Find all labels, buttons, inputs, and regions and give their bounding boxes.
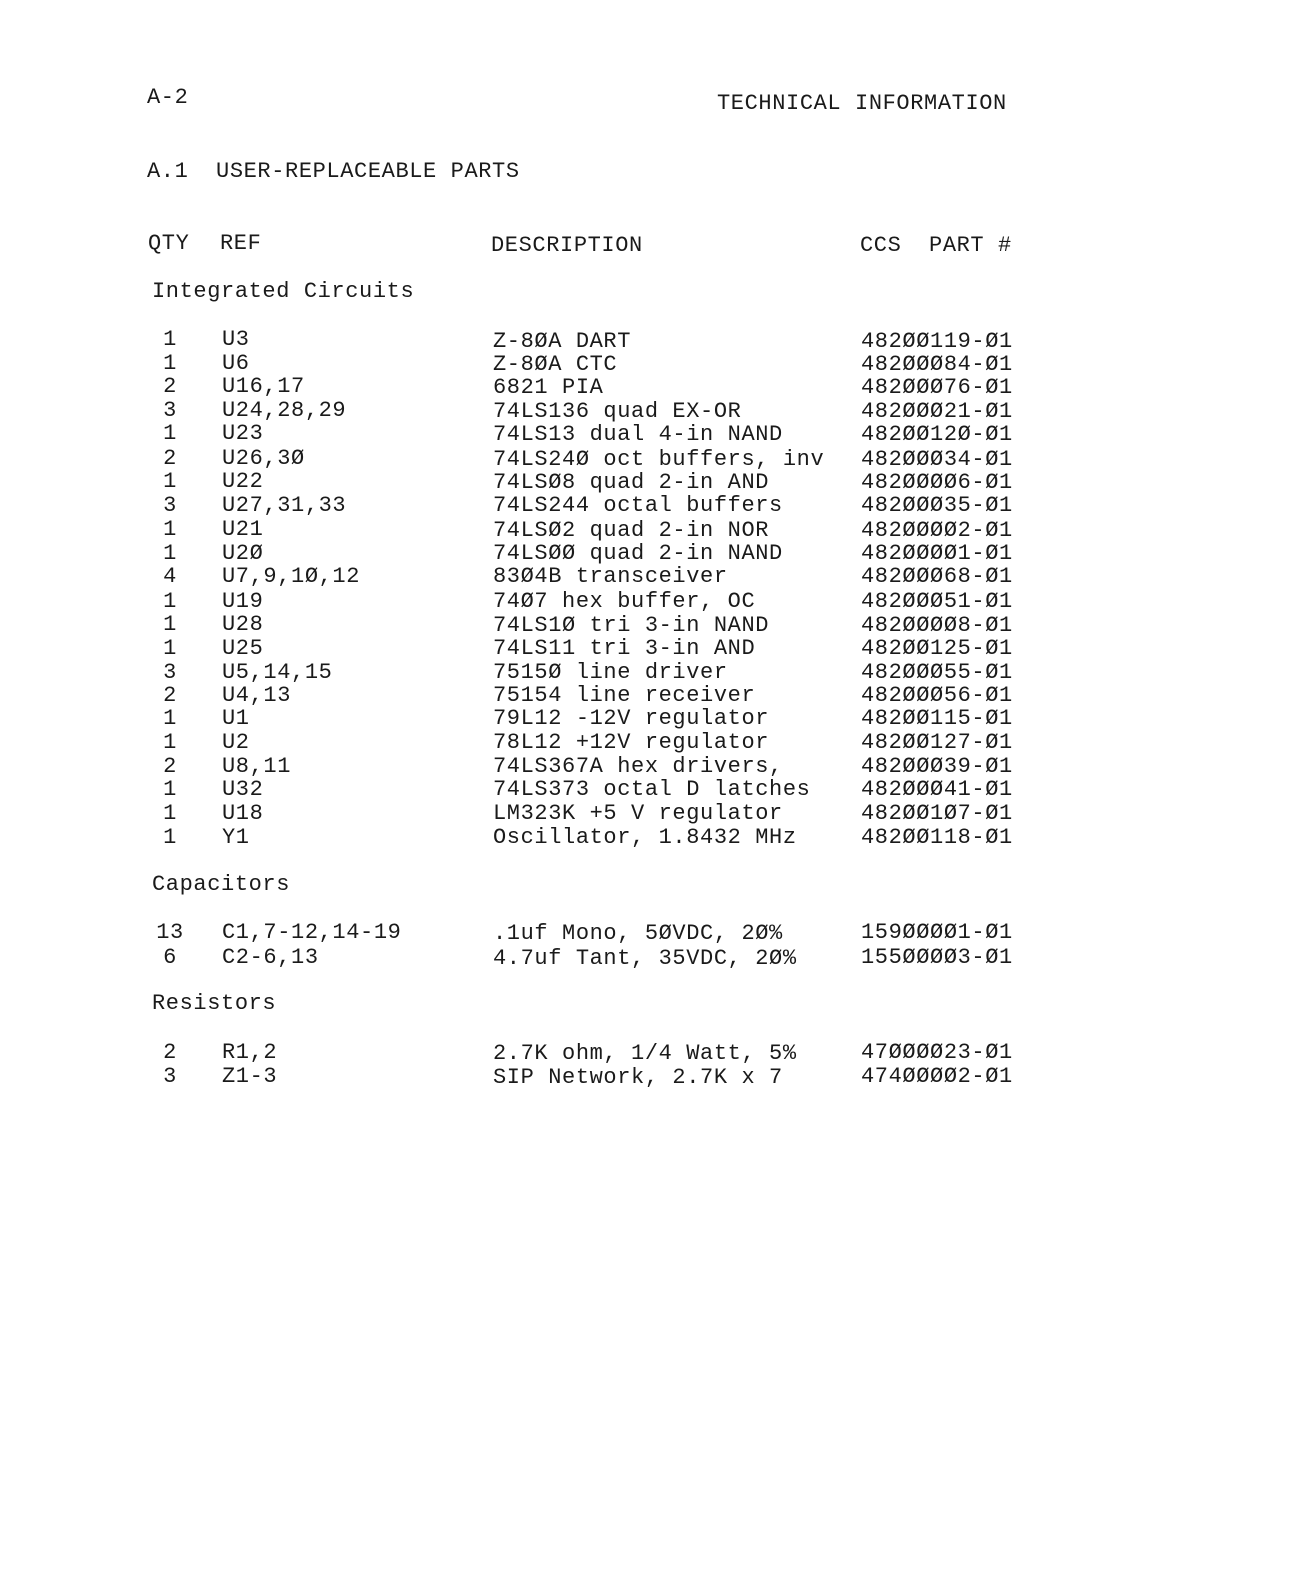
row-qty: 1 [163, 730, 177, 755]
row-qty: 1 [163, 469, 177, 494]
row-description: 74LSØ8 quad 2-in AND [493, 470, 770, 495]
row-part-number: 482ØØØØ2-Ø1 [861, 518, 1013, 543]
row-qty: 2 [163, 683, 177, 708]
row-part-number: 482ØØ127-Ø1 [861, 730, 1013, 755]
row-qty: 1 [163, 825, 177, 850]
row-description: Oscillator, 1.8432 MHz [493, 825, 797, 850]
row-description: 83Ø4B transceiver [493, 564, 728, 589]
row-ref: Y1 [222, 825, 250, 850]
row-ref: U27,31,33 [222, 493, 347, 518]
row-ref: U23 [222, 421, 264, 446]
row-qty: 3 [163, 493, 177, 518]
row-part-number: 482ØØ12Ø-Ø1 [861, 422, 1013, 447]
row-qty: 1 [163, 636, 177, 661]
row-qty: 3 [163, 1064, 177, 1089]
row-qty: 2 [163, 754, 177, 779]
row-ref: U19 [222, 589, 264, 614]
column-header-qty: QTY [148, 231, 190, 256]
row-qty: 4 [163, 564, 177, 589]
row-qty: 1 [163, 351, 177, 376]
row-description: Z-8ØA CTC [493, 352, 618, 377]
row-qty: 1 [163, 589, 177, 614]
row-qty: 13 [156, 920, 184, 945]
row-qty: 2 [163, 1040, 177, 1065]
row-qty: 1 [163, 517, 177, 542]
row-ref: U28 [222, 612, 264, 637]
row-qty: 2 [163, 446, 177, 471]
row-qty: 1 [163, 421, 177, 446]
row-part-number: 482ØØØ34-Ø1 [861, 447, 1013, 472]
row-ref: U8,11 [222, 754, 292, 779]
row-ref: U6 [222, 351, 250, 376]
row-description: 74LS1Ø tri 3-in NAND [493, 613, 770, 638]
row-description: 74LS136 quad EX-OR [493, 399, 742, 424]
row-description: .1uf Mono, 5ØVDC, 2Ø% [493, 921, 783, 946]
row-qty: 1 [163, 327, 177, 352]
row-ref: U22 [222, 469, 264, 494]
running-head: TECHNICAL INFORMATION [717, 91, 1007, 116]
row-qty: 1 [163, 801, 177, 826]
row-ref: U26,3Ø [222, 446, 305, 471]
row-description: 78L12 +12V regulator [493, 730, 770, 755]
row-description: 74LS11 tri 3-in AND [493, 636, 756, 661]
row-part-number: 155ØØØØ3-Ø1 [861, 945, 1013, 970]
row-part-number: 482ØØØ76-Ø1 [861, 375, 1013, 400]
row-ref: U16,17 [222, 374, 305, 399]
row-qty: 3 [163, 660, 177, 685]
column-header-description: DESCRIPTION [491, 233, 643, 258]
column-header-ref: REF [220, 231, 262, 256]
row-ref: U21 [222, 517, 264, 542]
row-part-number: 482ØØØ41-Ø1 [861, 777, 1013, 802]
row-part-number: 482ØØ1Ø7-Ø1 [861, 801, 1013, 826]
row-ref: Z1-3 [222, 1064, 278, 1089]
row-part-number: 482ØØØ55-Ø1 [861, 660, 1013, 685]
row-description: 74LSØØ quad 2-in NAND [493, 541, 783, 566]
row-description: 74Ø7 hex buffer, OC [493, 589, 756, 614]
row-part-number: 482ØØØ51-Ø1 [861, 589, 1013, 614]
row-part-number: 482ØØØØ1-Ø1 [861, 541, 1013, 566]
row-description: 74LS13 dual 4-in NAND [493, 422, 783, 447]
row-ref: C1,7-12,14-19 [222, 920, 402, 945]
row-description: 74LS367A hex drivers, [493, 754, 783, 779]
row-part-number: 482ØØØØ6-Ø1 [861, 470, 1013, 495]
row-description: SIP Network, 2.7K x 7 [493, 1065, 783, 1090]
row-description: 74LS244 octal buffers [493, 493, 783, 518]
row-description: 74LS373 octal D latches [493, 777, 811, 802]
row-qty: 3 [163, 398, 177, 423]
row-description: 79L12 -12V regulator [493, 706, 770, 731]
row-ref: U18 [222, 801, 264, 826]
row-part-number: 482ØØØØ8-Ø1 [861, 613, 1013, 638]
row-description: 4.7uf Tant, 35VDC, 2Ø% [493, 946, 797, 971]
row-ref: U7,9,1Ø,12 [222, 564, 361, 589]
row-description: 74LSØ2 quad 2-in NOR [493, 518, 770, 543]
row-qty: 6 [163, 945, 177, 970]
row-part-number: 482ØØ125-Ø1 [861, 636, 1013, 661]
column-header-part-number: CCS PART # [860, 233, 1012, 258]
row-part-number: 47ØØØØ23-Ø1 [861, 1040, 1013, 1065]
row-ref: U2 [222, 730, 250, 755]
row-part-number: 482ØØØ56-Ø1 [861, 683, 1013, 708]
group-title-resistors: Resistors [152, 991, 277, 1016]
row-qty: 2 [163, 374, 177, 399]
row-ref: R1,2 [222, 1040, 278, 1065]
group-title-integrated-circuits: Integrated Circuits [152, 279, 415, 304]
row-description: 74LS24Ø oct buffers, inv [493, 447, 825, 472]
group-title-capacitors: Capacitors [152, 872, 291, 897]
row-qty: 1 [163, 777, 177, 802]
row-part-number: 159ØØØØ1-Ø1 [861, 920, 1013, 945]
row-part-number: 482ØØØ84-Ø1 [861, 352, 1013, 377]
row-description: Z-8ØA DART [493, 329, 632, 354]
row-description: 7515Ø line driver [493, 660, 728, 685]
row-part-number: 482ØØØ21-Ø1 [861, 399, 1013, 424]
row-ref: U32 [222, 777, 264, 802]
row-part-number: 482ØØ118-Ø1 [861, 825, 1013, 850]
row-ref: U5,14,15 [222, 660, 333, 685]
row-ref: U25 [222, 636, 264, 661]
section-title: A.1 USER-REPLACEABLE PARTS [147, 159, 520, 184]
row-description: LM323K +5 V regulator [493, 801, 783, 826]
row-ref: U3 [222, 327, 250, 352]
row-part-number: 474ØØØØ2-Ø1 [861, 1064, 1013, 1089]
row-ref: U2Ø [222, 541, 264, 566]
row-part-number: 482ØØØ35-Ø1 [861, 493, 1013, 518]
row-part-number: 482ØØ119-Ø1 [861, 329, 1013, 354]
row-ref: C2-6,13 [222, 945, 319, 970]
row-qty: 1 [163, 706, 177, 731]
page-number: A-2 [147, 85, 189, 110]
row-description: 75154 line receiver [493, 683, 756, 708]
row-part-number: 482ØØØ39-Ø1 [861, 754, 1013, 779]
row-ref: U24,28,29 [222, 398, 347, 423]
row-ref: U4,13 [222, 683, 292, 708]
row-ref: U1 [222, 706, 250, 731]
row-part-number: 482ØØ115-Ø1 [861, 706, 1013, 731]
row-description: 6821 PIA [493, 375, 604, 400]
row-qty: 1 [163, 612, 177, 637]
row-part-number: 482ØØØ68-Ø1 [861, 564, 1013, 589]
row-description: 2.7K ohm, 1/4 Watt, 5% [493, 1041, 797, 1066]
row-qty: 1 [163, 541, 177, 566]
